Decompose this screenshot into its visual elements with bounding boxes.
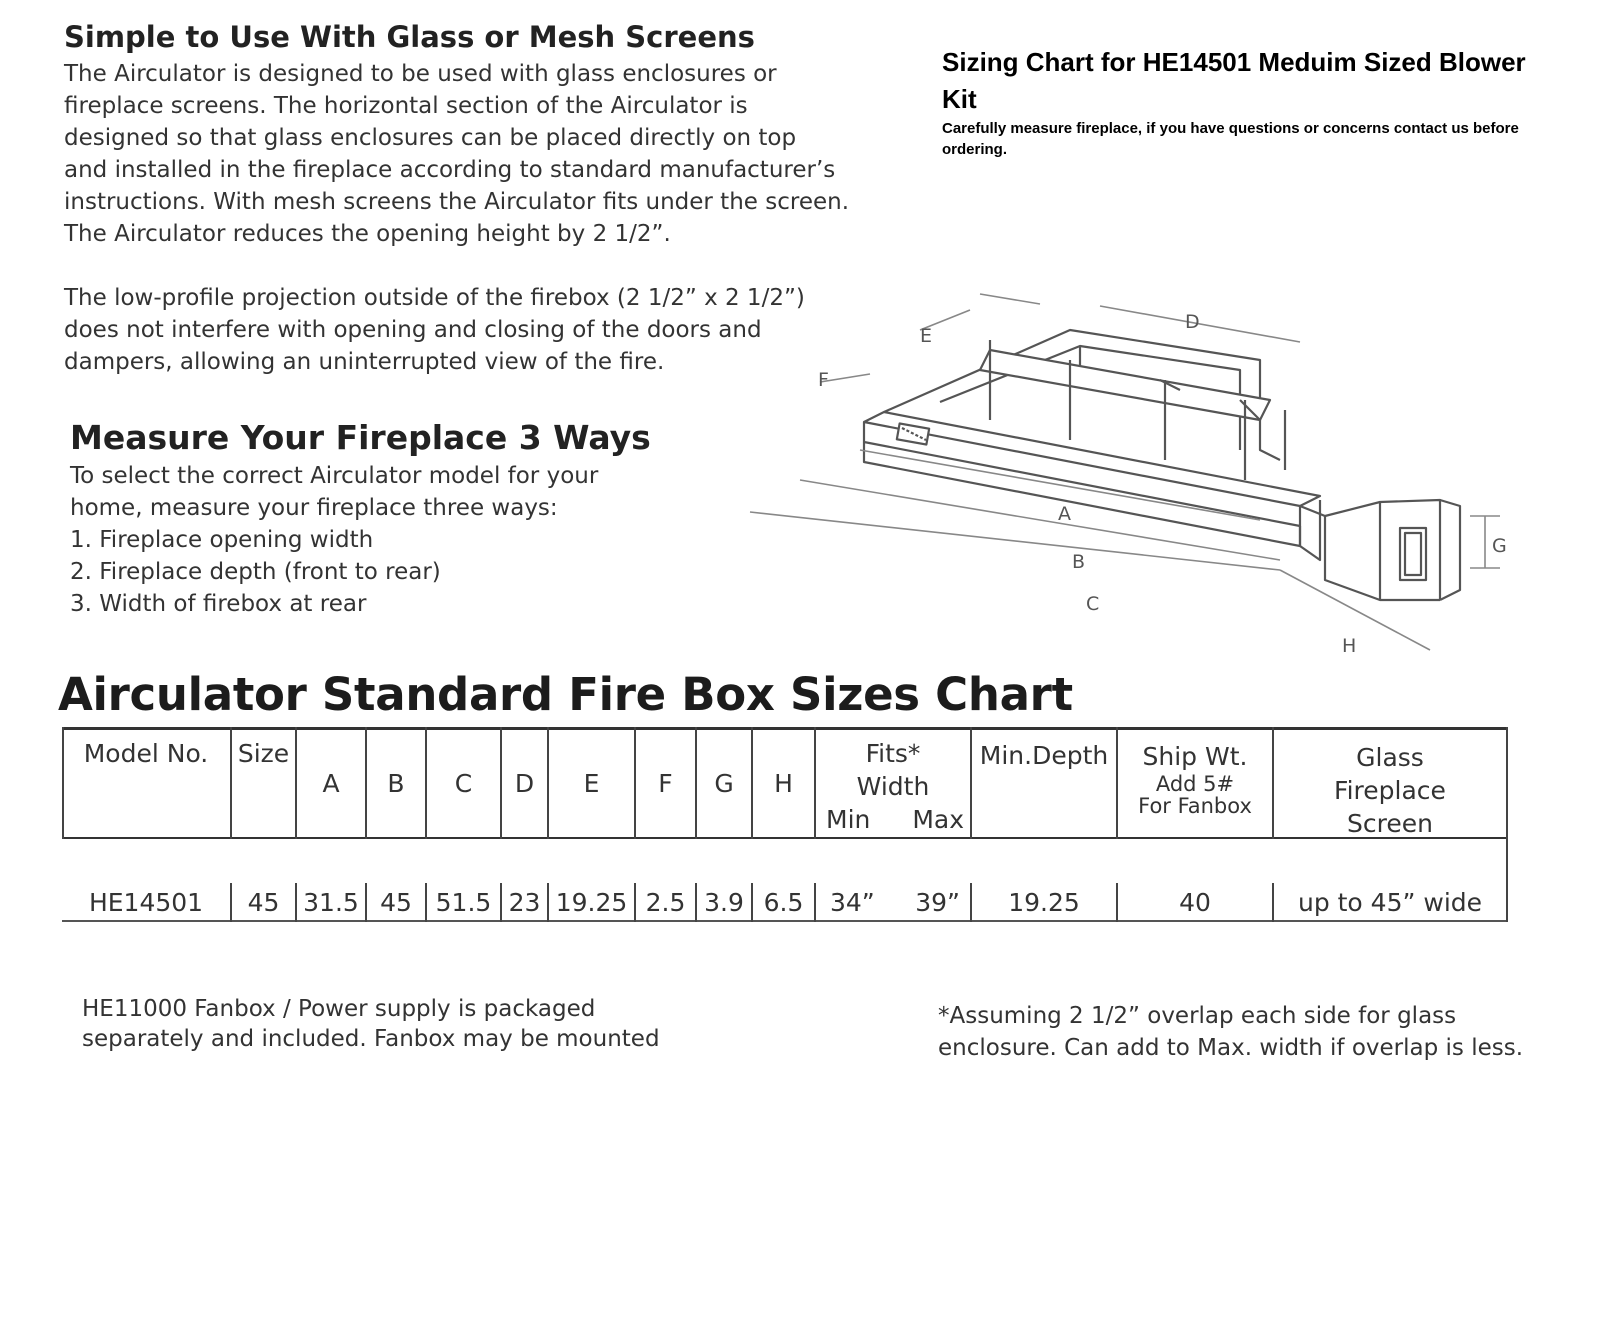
- footnote-fanbox: [82, 994, 782, 1054]
- header-a: A: [322, 768, 340, 798]
- list-item: 3. Width of firebox at rear: [70, 591, 367, 617]
- text-line: The low-profile projection outside of the firebox (2 1/2” x 2 1/2”): [64, 285, 805, 311]
- diagram-label-d: D: [1185, 311, 1200, 333]
- cell-min: 34”: [830, 888, 875, 917]
- sizing-chart-note: Carefully measure fireplace, if you have questions or concerns contact us before ordering.: [942, 120, 1519, 158]
- cell-ship-wt: 40: [1179, 888, 1211, 917]
- header-model: Model No.: [83, 739, 209, 768]
- text-line: does not interfere with opening and closing of the doors and: [64, 317, 762, 343]
- header-max: Max: [912, 805, 964, 834]
- cell-min-depth: 19.25: [1008, 888, 1080, 917]
- header-size: Size: [237, 739, 290, 768]
- diagram-label-e: E: [920, 325, 933, 347]
- sizing-chart-title: Sizing Chart for HE14501 Meduim Sized Blower Kit: [942, 47, 1526, 114]
- text-line: dampers, allowing an uninterrupted view of the fire.: [64, 349, 665, 375]
- header-min-depth: Min.Depth: [979, 741, 1109, 770]
- text-line: and installed in the fireplace according to standard manufacturer’s: [64, 157, 836, 183]
- text-line: designed so that glass enclosures can be placed directly on top: [64, 125, 797, 151]
- cell-fits-width: [816, 883, 970, 922]
- text-line: The Airculator is designed to be used with glass enclosures or: [64, 61, 777, 87]
- header-for-fanbox: For Fanbox: [1138, 794, 1252, 818]
- cell-size: 45: [247, 888, 280, 917]
- header-ship-wt-label: Ship Wt.: [1142, 742, 1248, 771]
- header-d: D: [514, 768, 535, 798]
- diagram-label-b: B: [1072, 551, 1086, 573]
- header-g: G: [714, 768, 734, 798]
- header-screen: Screen: [1347, 809, 1433, 838]
- text-line: enclosure. Can add to Max. width if overlap is less.: [938, 1035, 1524, 1061]
- diagram-label-a: A: [1058, 503, 1071, 525]
- cell-c: 51.5: [435, 888, 492, 917]
- footnote-overlap: [938, 1000, 1578, 1064]
- section-body-glass-mesh: [64, 58, 924, 250]
- cell-e: 19.25: [555, 888, 628, 917]
- cell-d: 23: [508, 888, 541, 917]
- cell-f: 2.5: [645, 888, 686, 917]
- cell-model: HE14501: [88, 888, 204, 917]
- list-item: 2. Fireplace depth (front to rear): [70, 559, 441, 585]
- header-fits: Fits*: [865, 739, 921, 768]
- diagram-label-c: C: [1086, 593, 1100, 615]
- diagram-label-g: G: [1492, 535, 1507, 557]
- text-line: To select the correct Airculator model for your: [70, 463, 599, 489]
- text-line: home, measure your fireplace three ways:: [70, 495, 558, 521]
- cell-g: 3.9: [704, 888, 744, 917]
- header-width: Width: [856, 772, 930, 801]
- section-body-measure: [70, 460, 598, 620]
- cell-a: 31.5: [303, 888, 359, 917]
- airculator-diagram: [740, 270, 1540, 710]
- table-border-right: [1506, 727, 1508, 922]
- header-fireplace: Fireplace: [1334, 776, 1446, 805]
- section-heading-glass-mesh: Simple to Use With Glass or Mesh Screens: [64, 20, 755, 54]
- header-f: F: [658, 768, 673, 798]
- text-line: HE11000 Fanbox / Power supply is packaged: [82, 996, 596, 1022]
- header-fits-width: [816, 737, 970, 837]
- text-line: *Assuming 2 1/2” overlap each side for glass: [938, 1003, 1457, 1029]
- header-add5: Add 5#: [1155, 772, 1235, 796]
- header-h: H: [774, 768, 793, 798]
- cell-glass-screen: up to 45” wide: [1297, 888, 1483, 917]
- cell-h: 6.5: [763, 888, 804, 917]
- section-heading-measure: Measure Your Fireplace 3 Ways: [70, 418, 651, 457]
- header-glass: Glass: [1356, 743, 1424, 772]
- cell-b: 45: [380, 888, 412, 917]
- header-min: Min: [826, 805, 871, 834]
- fire-box-sizes-table: [62, 727, 1508, 922]
- header-e: E: [583, 768, 600, 798]
- text-line: fireplace screens. The horizontal section of the Airculator is: [64, 93, 748, 119]
- diagram-label-h: H: [1342, 635, 1357, 657]
- diagram-label-f: F: [818, 369, 829, 391]
- list-item: 1. Fireplace opening width: [70, 527, 374, 553]
- text-line: separately and included. Fanbox may be mounted: [82, 1026, 660, 1052]
- chart-title: Airculator Standard Fire Box Sizes Chart: [58, 668, 1073, 721]
- cell-max: 39”: [915, 888, 960, 917]
- header-ship-wt: [1118, 741, 1272, 837]
- header-b: B: [387, 768, 405, 798]
- text-line: instructions. With mesh screens the Airculator fits under the screen.: [64, 189, 850, 215]
- header-glass-screen: [1274, 741, 1506, 837]
- header-min-max: [816, 803, 970, 836]
- text-line: The Airculator reduces the opening height by 2 1/2”.: [64, 221, 671, 247]
- header-c: C: [454, 768, 473, 798]
